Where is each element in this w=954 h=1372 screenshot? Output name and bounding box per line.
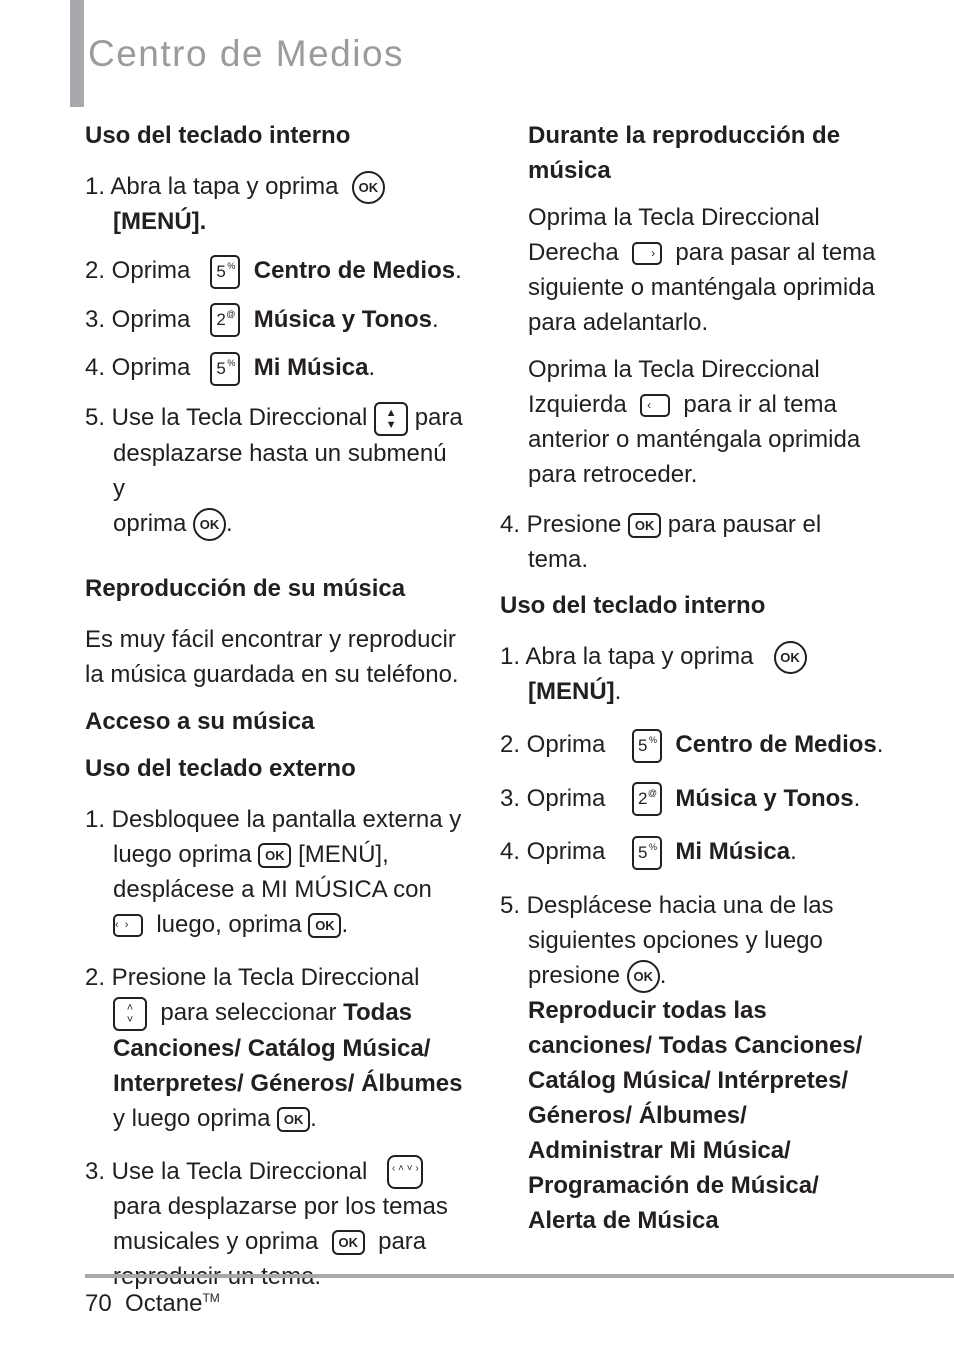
ext-step-3: 3. Use la Tecla Direccional ‹ ˄ ˅ ›: [85, 1154, 465, 1190]
paragraph-line: Izquierda ‹ para ir al tema: [528, 391, 837, 418]
left-column: [85, 118, 465, 1294]
ok-key-icon: OK: [258, 843, 291, 868]
section-title: Uso del teclado externo: [85, 754, 356, 782]
int-step-5-line-2: siguientes opciones y luego: [528, 927, 823, 955]
key-5-icon: 5 %: [210, 352, 240, 386]
trademark: TM: [202, 1291, 220, 1305]
ext-step-3-line-2: para desplazarse por los temas: [113, 1193, 448, 1221]
step-3: 3. Oprima 2 @ Música y Tonos.: [85, 302, 465, 338]
section-title: Reproducción de su música: [85, 574, 406, 602]
page-title: Centro de Medios: [88, 33, 405, 74]
step-1-bold: [MENÚ].: [113, 208, 207, 236]
int-step-5-line-3: presione OK .: [500, 958, 900, 993]
step-2: 2. Oprima 5 % Centro de Medios.: [85, 253, 465, 289]
four-way-nav-icon: ‹ ˄ ˅ ›: [387, 1155, 423, 1189]
paragraph-line: Es muy fácil encontrar y reproducir: [85, 625, 456, 653]
right-nav-icon: ›: [632, 242, 662, 265]
pause-step: 4. Presione OK para pausar el: [500, 511, 822, 538]
step-4: 4. Oprima 5 % Mi Música.: [85, 350, 465, 386]
right-column: [500, 118, 900, 1238]
page-number: 70: [85, 1290, 112, 1317]
ext-step-1-line-2: luego oprima OK [MENÚ],: [113, 840, 389, 868]
step-1: 1. Abra la tapa y oprima OK: [85, 169, 465, 204]
section-title: música: [528, 157, 611, 184]
int-step-3: 3. Oprima 2 @ Música y Tonos.: [500, 781, 900, 817]
key-5-icon: 5 %: [210, 255, 240, 289]
ok-key-icon: OK: [277, 1107, 310, 1132]
paragraph-line: anterior o manténgala oprimida: [528, 426, 861, 453]
paragraph-line: para retroceder.: [528, 461, 698, 488]
option-line: Catálog Música/ Intérpretes/: [528, 1067, 849, 1095]
ok-key-icon: OK: [352, 171, 385, 204]
int-step-1: 1. Abra la tapa y oprima OK: [500, 639, 900, 674]
ext-step-2-line-3: Canciones/ Catálog Música/: [113, 1034, 431, 1062]
ok-key-icon: OK: [627, 960, 660, 993]
up-down-nav-icon: ▲ ▼: [374, 402, 408, 436]
key-2-icon: 2 @: [210, 303, 240, 337]
ok-key-icon: OK: [193, 508, 226, 541]
header-side-bar: [70, 0, 84, 107]
paragraph-line: Oprima la Tecla Direccional: [528, 204, 820, 231]
ext-step-1-line-4: ‹ › luego, oprima OK .: [115, 910, 349, 938]
ext-step-1: 1. Desbloquee la pantalla externa y: [85, 805, 462, 833]
section-title: Durante la reproducción de: [528, 122, 841, 149]
step-5: 5. Use la Tecla Direccional ▲ ▼ para: [85, 400, 465, 436]
key-5-icon: 5 %: [632, 729, 662, 763]
ext-step-3-line-3: musicales y oprima OK para: [113, 1228, 427, 1256]
option-line: Administrar Mi Música/: [528, 1137, 791, 1165]
ext-step-2-line-2: ˄ ˅ para seleccionar Todas: [85, 995, 465, 1031]
option-line: Programación de Música/: [528, 1172, 819, 1200]
int-step-2: 2. Oprima 5 % Centro de Medios.: [500, 727, 900, 763]
ok-key-icon: OK: [628, 513, 661, 538]
paragraph-line: para adelantarlo.: [528, 309, 709, 336]
footer-divider: [85, 1274, 954, 1278]
left-nav-icon: ‹: [640, 394, 670, 417]
step-5-line-2: desplazarse hasta un submenú y: [113, 439, 447, 502]
paragraph-line: Oprima la Tecla Direccional: [528, 356, 820, 383]
ext-step-2: 2. Presione la Tecla Direccional: [85, 963, 420, 991]
section-title: Uso del teclado interno: [500, 592, 766, 619]
ext-step-2-line-4: Interpretes/ Géneros/ Álbumes: [113, 1069, 463, 1097]
footer: [85, 1290, 220, 1318]
ok-key-icon: OK: [308, 913, 341, 938]
product-name: Octane: [125, 1290, 203, 1317]
paragraph-line: la música guardada en su teléfono.: [85, 660, 459, 688]
paragraph-line: Derecha › para pasar al tema: [528, 239, 876, 266]
section-title: Acceso a su música: [85, 707, 315, 735]
key-5-icon: 5 %: [632, 836, 662, 870]
paragraph-line: siguiente o manténgala oprimida: [528, 274, 875, 301]
section-title: Uso del teclado interno: [85, 122, 351, 149]
option-line: Géneros/ Álbumes/: [528, 1102, 747, 1130]
int-step-1-line-2: [MENÚ].: [528, 678, 622, 706]
up-down-nav-icon: ˄ ˅: [113, 997, 147, 1031]
key-2-icon: 2 @: [632, 782, 662, 816]
option-line: Alerta de Música: [528, 1207, 719, 1235]
option-line: canciones/ Todas Canciones/: [528, 1032, 863, 1060]
option-line: Reproducir todas las: [528, 997, 767, 1025]
ext-step-2-line-5: y luego oprima OK .: [113, 1104, 317, 1132]
ok-key-icon: OK: [774, 641, 807, 674]
left-right-nav-icon: ‹ ›: [113, 914, 143, 937]
ok-key-icon: OK: [332, 1230, 365, 1255]
pause-step-line-2: tema.: [528, 546, 589, 573]
step-5-line-3: oprima OK .: [85, 506, 465, 541]
int-step-4: 4. Oprima 5 % Mi Música.: [500, 834, 900, 870]
int-step-5: 5. Desplácese hacia una de las: [500, 892, 834, 920]
ext-step-1-line-3: desplácese a MI MÚSICA con: [113, 875, 432, 903]
